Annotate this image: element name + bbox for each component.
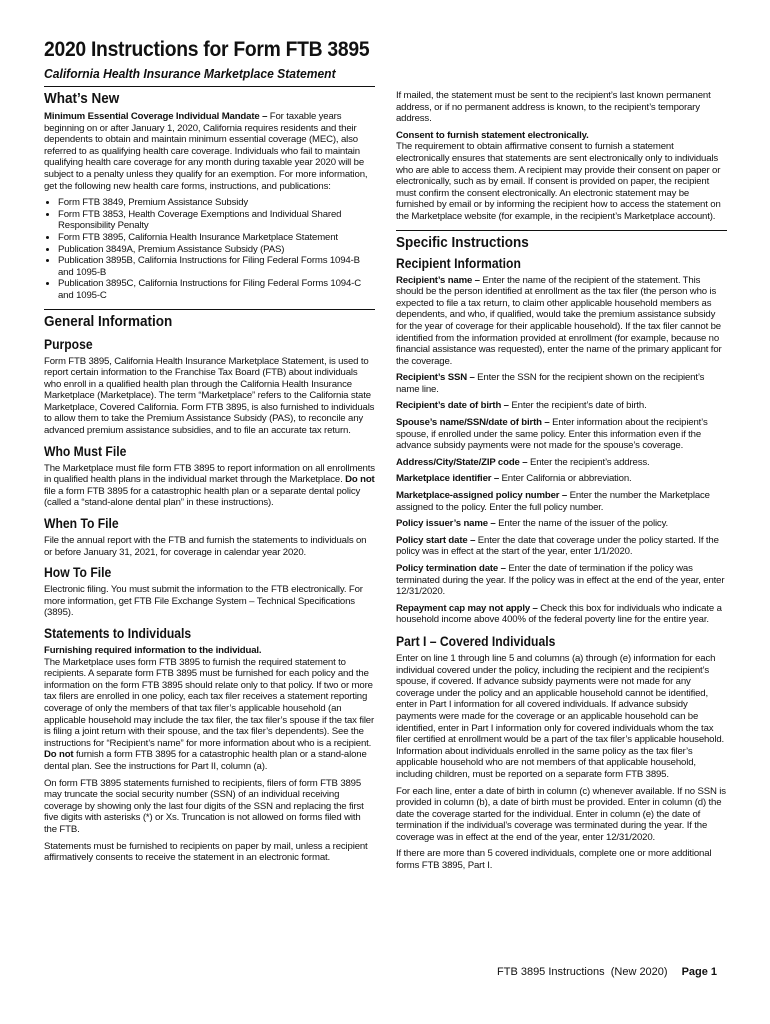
consent-paragraph: Consent to furnish statement electronically. The requirement to obtain affirmative consent to furnish a statement electronically ensures that statements are sent electronically only to individuals who are able to access them. A recipient may provide their consent on paper or electronically, such as by email. If consent is provided on paper, the recipient must confirm the consent electronically. An electronic statement may be furnished by email or by informing the recipient how to access the statement on the Marketplace website (for example, in the recipient’s Marketplace account). [396, 129, 721, 222]
page-number: Page 1 [681, 966, 718, 978]
part1-paragraph: If there are more than 5 covered individuals, complete one or more additional forms FTB 3895, Part I. [396, 848, 712, 872]
instruction-item: Marketplace identifier – Enter California or abbreviation. [396, 473, 632, 485]
statements-paragraph: Furnishing required information to the individual. The Marketplace uses form FTB 3895 to furnish the required statement to recipients. A separate form FTB 3895 must be furnished for each policy and the information on the form FTB 3895 should relate only to that policy. If two or more tax filers are enrolled in one policy, each tax filer receives a statement reporting coverage of only the members of that tax filer’s applicable household (an applicable household may include the tax filer, the tax filer’s spouse if the tax filer is filing a joint return with their spouse, and the tax filer’s dependents). See the instructions for “Recipient’s name” for more information about who is a recipient. Do not furnish a form FTB 3895 for a catastrophic health plan or a stand-alone dental plan. See the instructions for Part II, column (a). [44, 645, 375, 772]
page-footer [497, 966, 717, 978]
footer-form-label: FTB 3895 Instructions (New 2020) [497, 966, 668, 978]
list-item: • Form FTB 3853, Health Coverage Exemptions and Individual Shared Responsibility Penalty [58, 209, 375, 232]
page-title: 2020 Instructions for Form FTB 3895 [44, 38, 370, 61]
instruction-item: Policy termination date – Enter the date of termination if the policy was terminated during the year. If the policy was in effect at the end of the year, enter 12/31/2020. [396, 563, 725, 598]
instruction-item: Recipient’s date of birth – Enter the recipient’s date of birth. [396, 400, 647, 412]
list-item: • Form FTB 3895, California Health Insurance Marketplace Statement [58, 232, 375, 244]
instructions-page [44, 38, 728, 872]
when-to-file-paragraph: File the annual report with the FTB and furnish the statements to individuals on or before January 31, 2021, for coverage in calendar year 2020. [44, 535, 367, 558]
mailed-paragraph: If mailed, the statement must be sent to the recipient’s last known permanent address, or if no permanent address is known, to the recipient’s temporary address. [396, 90, 711, 125]
instruction-item: Marketplace-assigned policy number – Enter the number the Marketplace assigned to the policy. Enter the full policy number. [396, 490, 710, 513]
whats-new-heading: What’s New [44, 90, 120, 107]
left-column [44, 86, 375, 869]
purpose-paragraph: Form FTB 3895, California Health Insurance Marketplace Statement, is used to report certain information to the Franchise Tax Board (FTB) about individuals who enroll in a qualified health plan through the California Health Insurance Marketplace (Marketplace). The term “Marketplace” refers to the California state Marketplace, Covered California. Form FTB 3895, is also furnished to individuals to allow them to take the Premium Assistance Subsidy (PAS), to reconcile any advanced premium assistance subsidies, and to file an accurate tax return. [44, 355, 375, 437]
part1-heading: Part I – Covered Individuals [396, 633, 556, 649]
section-rule [44, 309, 375, 310]
part1-paragraph: For each line, enter a date of birth in column (c) whenever available. If no SSN is provided in column (b), a date of birth must be provided. Enter in column (d) the date the coverage started for the individual. Enter in column (e) the date of termination if the individual’s coverage was terminated during the year. If the coverage was in effect at the end of the year, enter 12/31/2020. [396, 785, 726, 843]
who-must-file-paragraph: The Marketplace must file form FTB 3895 to report information on all enrollments in qualified health plans in the individual market through the Marketplace. Do not file a form FTB 3895 for a catastrophic health plan or a separate dental policy (called a “stand-alone dental plan” in these instructions). [44, 462, 375, 509]
general-info-heading: General Information [44, 312, 173, 330]
section-rule [396, 230, 727, 231]
instruction-item: Recipient’s name – Enter the name of the recipient of the statement. This should be the person identified at enrollment as the tax filer (the person who is expected to file a tax return, to claim other applicable household members as dependents, and who, if qualified, would take the premium assistance subsidy for the year of coverage for their applicable household). If the tax filer cannot be identified from the information provided at enrollment (for example, because no financial assistance was requested), enter the name of the primary applicant for the coverage. [396, 274, 722, 367]
how-to-file-heading: How To File [44, 565, 112, 581]
statements-heading: Statements to Individuals [44, 626, 192, 641]
list-item: • Publication 3895B, California Instructions for Filing Federal Forms 1094-B and 1095-B [58, 255, 375, 278]
instruction-item: Address/City/State/ZIP code – Enter the recipient’s address. [396, 456, 650, 468]
recipient-info-heading: Recipient Information [396, 255, 521, 271]
section-rule [44, 86, 375, 87]
who-must-file-heading: Who Must File [44, 443, 127, 459]
list-item: • Publication 3895C, California Instructions for Filing Federal Forms 1094-C and 1095-C [58, 278, 375, 301]
list-item: • Form FTB 3849, Premium Assistance Subsidy [58, 197, 375, 209]
right-column [396, 90, 727, 877]
mandate-paragraph: Minimum Essential Coverage Individual Mandate – For taxable years beginning on or after January 1, 2020, California requires residents and their dependents to obtain and maintain minimum essential coverage (MEC), also referred to as qualifying health care coverage. Individuals who fail to maintain qualifying health care coverage for any month during taxable year 2020 will be subject to a penalty unless they qualify for an exemption. For more information, get the following new health care forms, instructions, and publications: [44, 111, 368, 192]
instruction-item: Recipient’s SSN – Enter the SSN for the recipient shown on the recipient’s name line. [396, 372, 705, 395]
truncation-paragraph: On form FTB 3895 statements furnished to recipients, filers of form FTB 3895 may truncate the social security number (SSN) of an individual receiving coverage by showing only the last four digits of the SSN and replacing the first five digits with asterisks (*) or Xs. Truncation is not allowed on forms filed with the FTB. [44, 777, 364, 835]
publication-list [44, 197, 375, 301]
when-to-file-heading: When To File [44, 516, 119, 532]
part1-paragraph: Enter on line 1 through line 5 and columns (a) through (e) information for each individual covered under the policy, including the recipient and the recipient’s spouse, if covered. If advance subsidy payments were not made for any coverage under the policy and an applicable household cannot be identified, enter in Part I information for all covered individuals. If advance subsidy payments were made for the coverage or an applicable household can be identified, enter in Part I information only for covered individuals whom the tax filer certified at enrollment would be a part of the tax filer’s applicable household. Information about individuals enrolled in the same policy as the tax filer’s applicable household who are not members of that applicable household, including children, must be reported on a separate form FTB 3895. [396, 652, 725, 780]
instruction-item: Spouse’s name/SSN/date of birth – Enter information about the recipient’s spouse, if enrolled under the same policy. Enter this information even if the advance subsidy payments were not made for the spouse’s coverage. [396, 417, 708, 452]
instruction-item: Policy issuer’s name – Enter the name of the issuer of the policy. [396, 518, 669, 530]
list-item: • Publication 3849A, Premium Assistance Subsidy (PAS) [58, 244, 375, 256]
page-subtitle: California Health Insurance Marketplace Statement [44, 66, 336, 81]
mail-paragraph: Statements must be furnished to recipients on paper by mail, unless a recipient affirmatively consents to receive the statement in an electronic format. [44, 840, 368, 864]
how-to-file-paragraph: Electronic filing. You must submit the information to the FTB electronically. For more information, get FTB File Exchange System – Technical Specifications (3895). [44, 584, 363, 619]
instruction-item: Repayment cap may not apply – Check this box for individuals who indicate a household income above 400% of the federal poverty line for the entire year. [396, 602, 722, 626]
specific-instructions-heading: Specific Instructions [396, 233, 529, 251]
purpose-heading: Purpose [44, 336, 93, 352]
instruction-item: Policy start date – Enter the date that coverage under the policy started. If the policy was in effect at the start of the year, enter 1/1/2020. [396, 534, 719, 558]
